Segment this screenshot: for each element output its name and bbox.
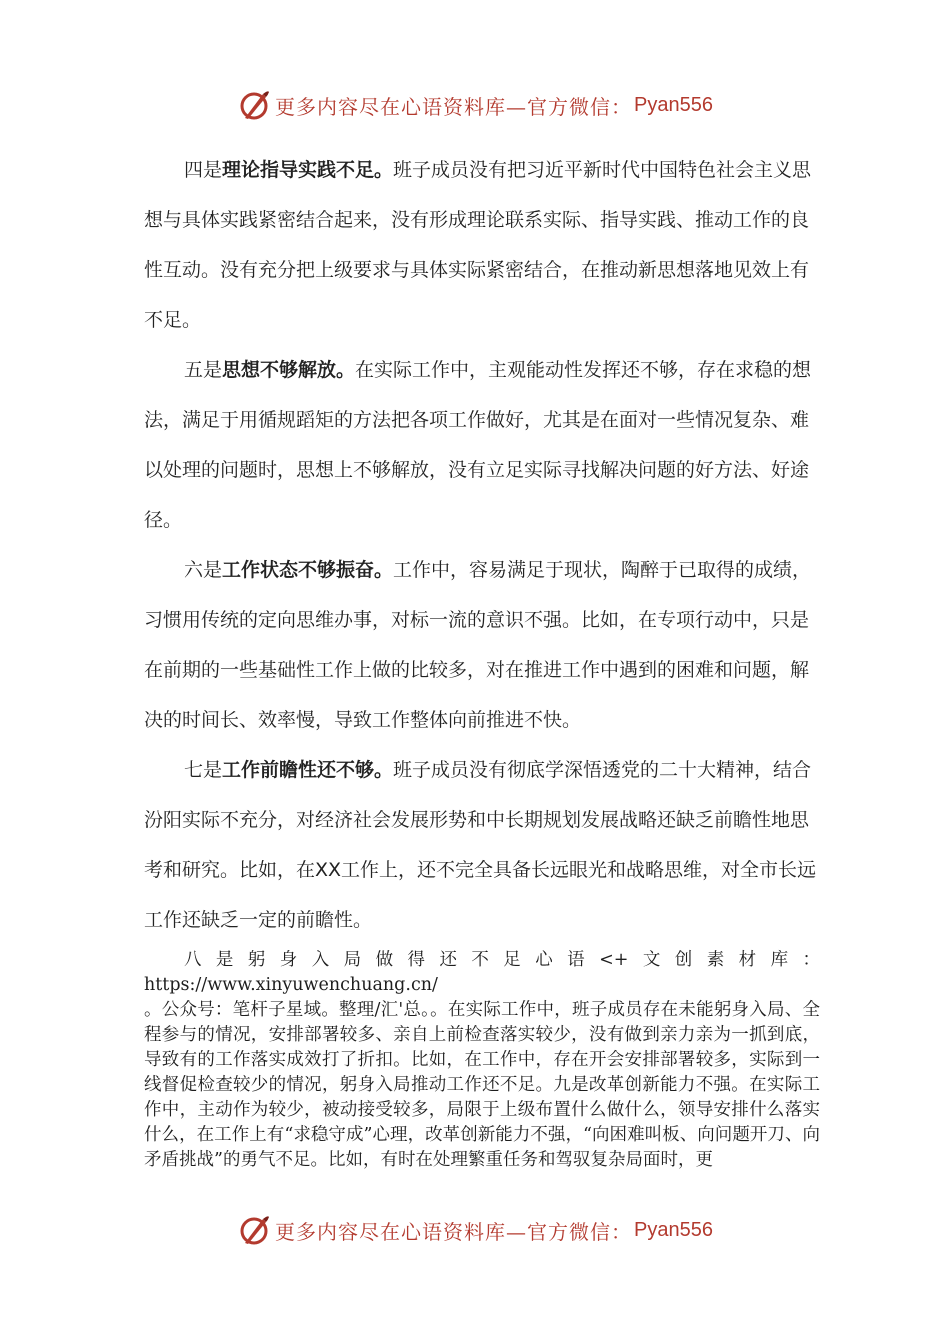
document-body [144,145,824,945]
header-banner [0,84,950,126]
banner-text: 更多内容尽在心语资料库—官方微信： [275,94,633,119]
footer-banner [0,1209,950,1251]
banner-text: 更多内容尽在心语资料库—官方微信： [275,1219,633,1244]
paragraph-6-heading: 工作状态不够振奋。 [222,559,394,581]
paragraph-4-heading: 理论指导实践不足。 [222,159,394,181]
paragraph-6: 六是工作状态不够振奋。工作中，容易满足于现状，陶醉于已取得的成绩，习惯用传统的定向思维办事，对标一流的意识不强。比如，在专项行动中，只是在前期的一些基础性工作上做的比较多，对在推进工作中遇到的困难和问题，解决的时间长、效率慢，导致工作整体向前推进不快。 [144,559,812,731]
paragraph-5-heading: 思想不够解放。 [222,359,356,381]
quill-pen-logo-icon [237,88,271,122]
banner-wechat-id: Pyan556 [634,93,713,116]
serif-body-text: 。公众号：笔杆子星域。整理/汇'总。。在实际工作中，班子成员存在未能躬身入局、全程参与的情况，安排部署较多、亲自上前检查落实较少，没有做到亲力亲为一抓到底，导致有的工作落实成效打了折扣。比如，在工作中，存在开会安排部署较多，实际到一线督促检查较少的情况，躬身入局推动工作还不足。九是改革创新能力不强。在实际工作中，主动作为较少，被动接受较多，局限于上级布置什么做什么，领导安排什么落实什么，在工作上有“求稳守成”心理，改革创新能力不强，“向困难叫板、向问题开刀、向矛盾挑战”的勇气不足。比如，有时在处理繁重任务和驾驭复杂局面时，更 [144,1000,820,1170]
paragraph-4: 四是理论指导实践不足。班子成员没有把习近平新时代中国特色社会主义思想与具体实践紧密结合起来，没有形成理论联系实际、指导实践、推动工作的良性互动。没有充分把上级要求与具体实际紧密结合，在推动新思想落地见效上有不足。 [144,159,812,331]
paragraph-7-heading: 工作前瞻性还不够。 [222,759,394,781]
banner-wechat-id: Pyan556 [634,1218,713,1241]
source-link[interactable]: https://www.xinyuwenchuang.cn/ [144,975,438,995]
serif-first-line: 八是躬身入局做得还不足心语<+文创素材库： https://www.xinyuwenchuang.cn/ [144,950,820,995]
serif-paragraph [144,948,820,1173]
paragraph-5: 五是思想不够解放。在实际工作中，主观能动性发挥还不够，存在求稳的想法，满足于用循规蹈矩的方法把各项工作做好，尤其是在面对一些情况复杂、难以处理的问题时，思想上不够解放，没有立足实际寻找解决问题的好方法、好途径。 [144,359,812,531]
paragraph-7: 七是工作前瞻性还不够。班子成员没有彻底学深悟透党的二十大精神，结合汾阳实际不充分，对经济社会发展形势和中长期规划发展战略还缺乏前瞻性地思考和研究。比如，在XX工作上，还不完全具备长远眼光和战略思维，对全市长远工作还缺乏一定的前瞻性。 [144,759,817,931]
quill-pen-logo-icon [237,1213,271,1247]
